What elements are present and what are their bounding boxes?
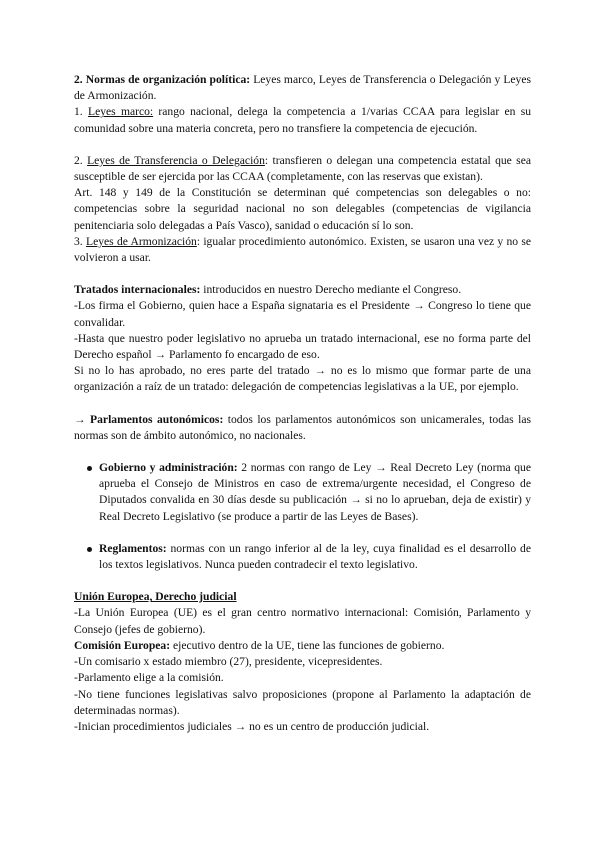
comision-title: Comisión Europea: [74, 638, 171, 652]
leyes-transferencia-text: : transfieren o delegan una competencia estatal que sea susceptible de ser ejercida por las CCAA (completamente, con las reservas que existan). [74, 153, 531, 184]
section2-title: 2. Normas de organización política: [74, 73, 251, 86]
ue-line-3: -Parlamento elige a la comisión. [74, 671, 224, 685]
tratados-line-3: Si no lo has aprobado, no eres parte del tratado → no es lo mismo que formar parte de una organización a raíz de un tratado: delegación de competencias legislativas a la UE, por ejemplo. [74, 364, 531, 394]
parlamentos-paragraph [74, 412, 531, 444]
leyes-armonizacion-term: Leyes de Armonización [85, 234, 197, 248]
leyes-marco-paragraph [74, 104, 531, 136]
leyes-transferencia-paragraph [74, 153, 531, 185]
ue-heading [74, 589, 531, 605]
leyes-armonizacion-text: : igualar procedimiento autonómico. Existen, se usaron una vez y no se volvieron a usar. [74, 234, 532, 265]
tratados-title-rest: introducidos en nuestro Derecho mediante el Congreso. [200, 283, 462, 297]
gobierno-text: 2 normas con rango de Ley → Real Decreto Ley (norma que aprueba el Consejo de Ministros en caso de extrema/urgente necesidad, el Congreso de Diputados convalida en 30 días desde su publicación → si no lo aprueban, deja de existir) y Real Decreto Legislativo (se produce a partir de las Leyes de Bases). [99, 461, 531, 523]
tratados-intro [74, 282, 531, 298]
bullet-dot-icon [87, 547, 92, 552]
reglamentos-title: Reglamentos: [99, 541, 167, 555]
parlamentos-arrow: → [74, 412, 91, 426]
articulos-paragraph: Art. 148 y 149 de la Constitución se determinan qué competencias son delegables o no: competencias sobre la seguridad nacional no son delegables (competencias de vigilancia penitenciaria solo delegadas a País Vasco), sanidad o educación sí lo son. [74, 186, 531, 232]
leyes-armonizacion-paragraph [74, 234, 531, 266]
ue-line-5: -Inician procedimientos judiciales → no es un centro de producción judicial. [74, 719, 430, 733]
section2-intro [74, 72, 531, 104]
bullet-gobierno [74, 460, 531, 525]
item2-number: 2. [74, 153, 88, 167]
comision-paragraph [74, 638, 531, 654]
leyes-transferencia-term: Leyes de Transferencia o Delegación [87, 153, 265, 167]
tratados-line-2: -Hasta que nuestro poder legislativo no aprueba un tratado internacional, ese no forma parte del Derecho español → Parlamento fo encargado de eso. [74, 331, 531, 362]
ue-line-2: -Un comisario x estado miembro (27), presidente, vicepresidentes. [74, 655, 383, 669]
ue-heading-text: Unión Europea, Derecho judicial [74, 590, 237, 604]
comision-text: ejecutivo dentro de la UE, tiene las funciones de gobierno. [170, 638, 445, 652]
leyes-marco-text: rango nacional, delega la competencia a 1/varias CCAA para legislar en su comunidad sobre una materia concreta, pero no transfiere la competencia de ejecución. [74, 105, 531, 135]
bullet-list [74, 460, 531, 573]
ue-line-1: -La Unión Europea (UE) es el gran centro normativo internacional: Comisión, Parlamento y Consejo (jefes de gobierno). [74, 606, 531, 636]
item3-number: 3. [74, 234, 86, 248]
section2-title-rest: Leyes marco, Leyes de Transferencia o Delegación y Leyes de Armonización. [74, 73, 531, 103]
item1-number: 1. [74, 105, 88, 119]
document-body [74, 72, 531, 735]
reglamentos-text: normas con un rango inferior al de la ley, cuya finalidad es el desarrollo de los textos legislativos. Nunca pueden contradecir el texto legislativo. [99, 541, 531, 572]
ue-line-4: -No tiene funciones legislativas salvo proposiciones (propone al Parlamento la adaptación de determinadas normas). [74, 687, 531, 717]
leyes-marco-term: Leyes marco: [87, 105, 154, 119]
tratados-line-1: -Los firma el Gobierno, quien hace a España signataria es el Presidente → Congreso lo tiene que convalidar. [74, 299, 531, 329]
tratados-title: Tratados internacionales: [74, 283, 201, 297]
parlamentos-text: todos los parlamentos autonómicos son unicamerales, todas las normas son de ámbito autonómico, no nacionales. [74, 412, 531, 442]
bullet-dot-icon [87, 466, 92, 471]
bullet-reglamentos [74, 541, 531, 573]
gobierno-title: Gobierno y administración: [99, 461, 238, 475]
parlamentos-title: Parlamentos autonómicos: [90, 412, 224, 426]
